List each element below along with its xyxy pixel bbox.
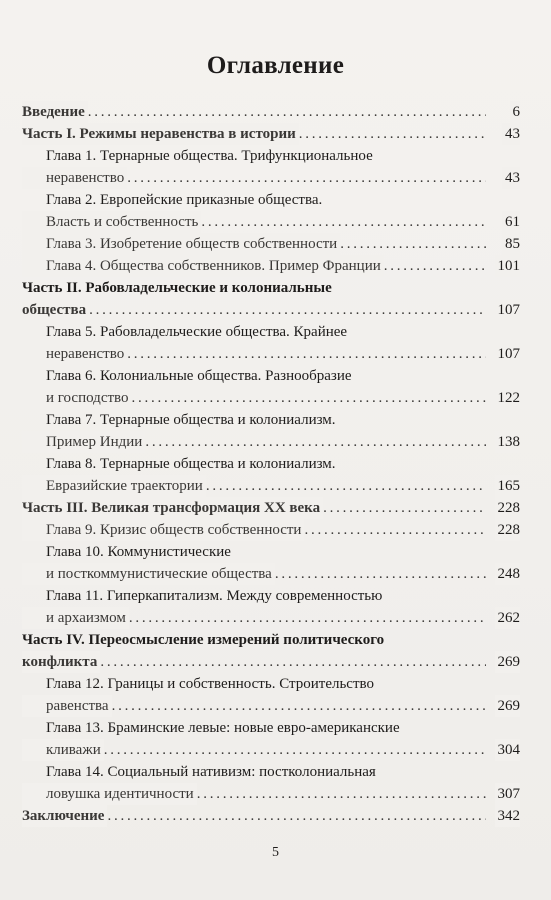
toc-chapter-entry xyxy=(22,695,520,717)
entry-title: и архаизмом xyxy=(22,607,129,629)
entry-page-number: 269 xyxy=(495,695,521,717)
entry-page-number: 107 xyxy=(495,343,521,365)
leader-dots xyxy=(22,211,486,233)
entry-title: Пример Индии xyxy=(22,431,145,453)
leader-dots xyxy=(22,299,486,321)
entry-title: неравенство xyxy=(22,343,127,365)
toc-chapter-entry xyxy=(22,475,520,497)
entry-page-number: 122 xyxy=(495,387,521,409)
toc-part-entry xyxy=(22,101,520,123)
leader-dots xyxy=(22,431,486,453)
entry-title: Глава 1. Тернарные общества. Трифункциональное xyxy=(46,148,373,164)
leader-dots xyxy=(22,563,486,585)
toc-part-entry xyxy=(22,629,520,651)
entry-title: Глава 8. Тернарные общества и колониализм. xyxy=(46,456,336,472)
entry-page-number: 262 xyxy=(495,607,521,629)
toc-chapter-entry xyxy=(22,453,520,475)
toc-chapter-entry xyxy=(22,387,520,409)
toc-chapter-entry xyxy=(22,211,520,233)
toc-chapter-entry xyxy=(22,761,520,783)
entry-page-number: 307 xyxy=(495,783,521,805)
entry-page-number: 85 xyxy=(502,233,520,255)
entry-page-number: 43 xyxy=(502,123,520,145)
toc-chapter-entry xyxy=(22,145,520,167)
toc-part-entry xyxy=(22,651,520,673)
entry-title: ловушка идентичности xyxy=(22,783,197,805)
toc-chapter-entry xyxy=(22,739,520,761)
toc-part-entry xyxy=(22,805,520,827)
entry-page-number: 342 xyxy=(495,805,521,827)
entry-page-number: 101 xyxy=(495,255,521,277)
entry-title: и посткоммунистические общества xyxy=(22,563,275,585)
entry-title: Часть IV. Переосмысление измерений политического xyxy=(22,632,385,648)
entry-page-number: 107 xyxy=(495,299,521,321)
entry-title: Глава 2. Европейские приказные общества. xyxy=(46,192,323,208)
entry-title: Часть II. Рабовладельческие и колониальные xyxy=(22,280,332,296)
leader-dots xyxy=(22,101,486,123)
toc-chapter-entry xyxy=(22,783,520,805)
entry-title: кливажи xyxy=(22,739,104,761)
entry-page-number: 165 xyxy=(495,475,521,497)
leader-dots xyxy=(22,475,486,497)
toc-chapter-entry xyxy=(22,365,520,387)
toc-chapter-entry xyxy=(22,519,520,541)
entry-title: Глава 5. Рабовладельческие общества. Крайнее xyxy=(46,324,348,340)
leader-dots xyxy=(22,497,486,519)
entry-title: общества xyxy=(22,299,89,321)
entry-title: Глава 12. Границы и собственность. Строительство xyxy=(46,676,374,692)
entry-title: Власть и собственность xyxy=(22,211,201,233)
leader-dots xyxy=(22,783,486,805)
entry-title: Глава 13. Браминские левые: новые евро-американские xyxy=(46,720,400,736)
entry-page-number: 304 xyxy=(495,739,521,761)
leader-dots xyxy=(22,123,486,145)
entry-title: конфликта xyxy=(22,651,100,673)
leader-dots xyxy=(22,233,486,255)
entry-title: и господство xyxy=(22,387,132,409)
entry-page-number: 269 xyxy=(495,651,521,673)
entry-title: Заключение xyxy=(22,805,107,827)
toc-part-entry xyxy=(22,277,520,299)
entry-title: Глава 6. Колониальные общества. Разнообразие xyxy=(46,368,352,384)
entry-page-number: 43 xyxy=(502,167,520,189)
leader-dots xyxy=(22,343,486,365)
entry-page-number: 61 xyxy=(502,211,520,233)
page-number: 5 xyxy=(272,845,279,860)
leader-dots xyxy=(22,607,486,629)
toc-chapter-entry xyxy=(22,607,520,629)
toc-chapter-entry xyxy=(22,233,520,255)
entry-title: Глава 7. Тернарные общества и колониализм. xyxy=(46,412,336,428)
entry-title: неравенство xyxy=(22,167,127,189)
leader-dots xyxy=(22,167,486,189)
leader-dots xyxy=(22,739,486,761)
leader-dots xyxy=(22,805,486,827)
entry-title: Глава 3. Изобретение обществ собственности xyxy=(22,233,340,255)
toc-chapter-entry xyxy=(22,585,520,607)
leader-dots xyxy=(22,519,486,541)
entry-title: Глава 10. Коммунистические xyxy=(46,544,231,560)
entry-title: равенства xyxy=(22,695,112,717)
leader-dots xyxy=(22,255,486,277)
entry-title: Глава 9. Кризис обществ собственности xyxy=(22,519,304,541)
toc-chapter-entry xyxy=(22,541,520,563)
toc-chapter-entry xyxy=(22,255,520,277)
leader-dots xyxy=(22,651,486,673)
toc-chapter-entry xyxy=(22,167,520,189)
entry-title: Часть I. Режимы неравенства в истории xyxy=(22,123,299,145)
page-title: Оглавление xyxy=(206,52,345,79)
toc-part-entry xyxy=(22,299,520,321)
entry-page-number: 228 xyxy=(495,519,521,541)
leader-dots xyxy=(22,387,486,409)
leader-dots xyxy=(22,695,486,717)
entry-title: Глава 14. Социальный нативизм: постколониальная xyxy=(46,764,376,780)
entry-title: Евразийские траектории xyxy=(22,475,206,497)
toc-chapter-entry xyxy=(22,717,520,739)
entry-page-number: 6 xyxy=(510,101,521,123)
entry-page-number: 248 xyxy=(495,563,521,585)
entry-title: Глава 11. Гиперкапитализм. Между современностью xyxy=(46,588,383,604)
toc-chapter-entry xyxy=(22,673,520,695)
entry-title: Часть III. Великая трансформация XX века xyxy=(22,497,323,519)
entry-title: Введение xyxy=(22,101,88,123)
toc-part-entry xyxy=(22,497,520,519)
entry-title: Глава 4. Общества собственников. Пример Франции xyxy=(22,255,384,277)
toc-chapter-entry xyxy=(22,431,520,453)
table-of-contents xyxy=(22,101,520,827)
toc-chapter-entry xyxy=(22,321,520,343)
entry-page-number: 138 xyxy=(495,431,521,453)
toc-chapter-entry xyxy=(22,343,520,365)
toc-chapter-entry xyxy=(22,409,520,431)
toc-chapter-entry xyxy=(22,563,520,585)
toc-part-entry xyxy=(22,123,520,145)
entry-page-number: 228 xyxy=(495,497,521,519)
toc-chapter-entry xyxy=(22,189,520,211)
